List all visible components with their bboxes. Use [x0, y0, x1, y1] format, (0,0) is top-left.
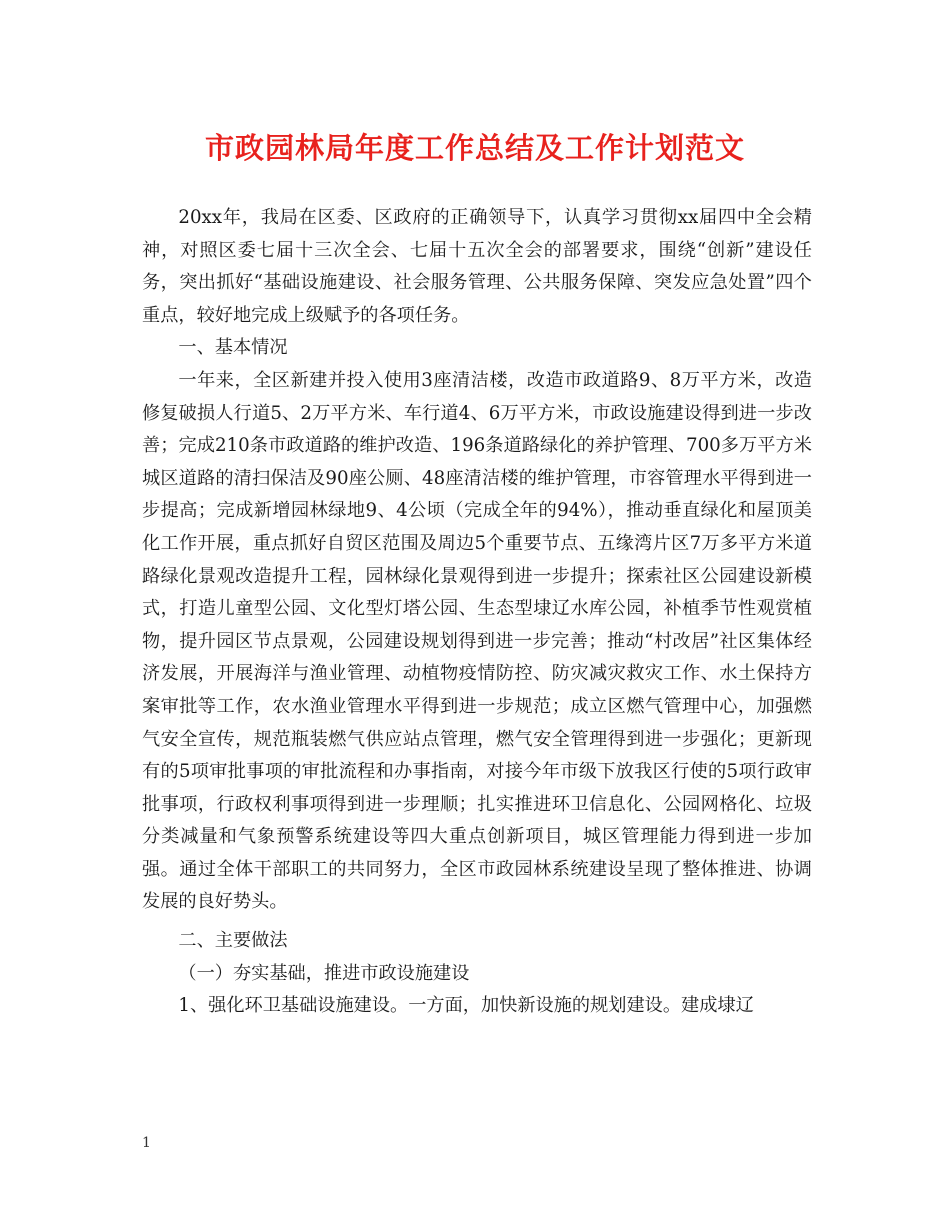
section-heading-main-practices: 二、主要做法	[178, 930, 288, 952]
list-item-sanitation-infrastructure: 1、强化环卫基础设施建设。一方面，加快新设施的规划建设。建成埭辽	[178, 995, 754, 1017]
basic-situation-paragraph: 一年来，全区新建并投入使用3座清洁楼，改造市政道路9、8万平方米，改造修复破损人行道5、2万平方米、车行道4、6万平方米，市政设施建设得到进一步改善；完成210条市政道路的维护改造、196条道路绿化的养护管理、700多万平方米城区道路的清扫保洁及90座公厕、48座清洁楼的维护管理，市容管理水平得到进一步提高；完成新增园林绿地9、4公顷（完成全年的94%），推动垂直绿化和屋顶美化工作开展，重点抓好自贸区范围及周边5个重要节点、五缘湾片区7万多平方米道路绿化景观改造提升工程，园林绿化景观得到进一步提升；探索社区公园建设新模式，打造儿童型公园、文化型灯塔公园、生态型埭辽水库公园，补植季节性观赏植物，提升园区节点景观，公园建设规划得到进一步完善；推动“村改居”社区集体经济发展，开展海洋与渔业管理、动植物疫情防控、防灾减灾救灾工作、水土保持方案审批等工作，农水渔业管理水平得到进一步规范；成立区燃气管理中心，加强燃气安全宣传，规范瓶装燃气供应站点管理，燃气安全管理得到进一步强化；更新现有的5项审批事项的审批流程和办事指南，对接今年市级下放我区行使的5项行政审批事项，行政权利事项得到进一步理顺；扎实推进环卫信息化、公园网格化、垃圾分类减量和气象预警系统建设等四大重点创新项目，城区管理能力得到进一步加强。通过全体干部职工的共同努力，全区市政园林系统建设呈现了整体推进、协调发展的良好势头。	[142, 369, 812, 913]
intro-paragraph: 20xx年，我局在区委、区政府的正确领导下，认真学习贯彻xx届四中全会精神，对照区委七届十三次全会、七届十五次全会的部署要求，围绕“创新”建设任务，突出抓好“基础设施建设、社会服务管理、公共服务保障、突发应急处置”四个重点，较好地完成上级赋予的各项任务。	[142, 207, 812, 326]
section-heading-basic-situation: 一、基本情况	[178, 337, 288, 359]
page-number: 1	[142, 1135, 151, 1151]
document-title: 市政园林局年度工作总结及工作计划范文	[204, 131, 745, 165]
subsection-heading-infrastructure: （一）夯实基础，推进市政设施建设	[178, 962, 470, 984]
document-body	[142, 202, 812, 1023]
